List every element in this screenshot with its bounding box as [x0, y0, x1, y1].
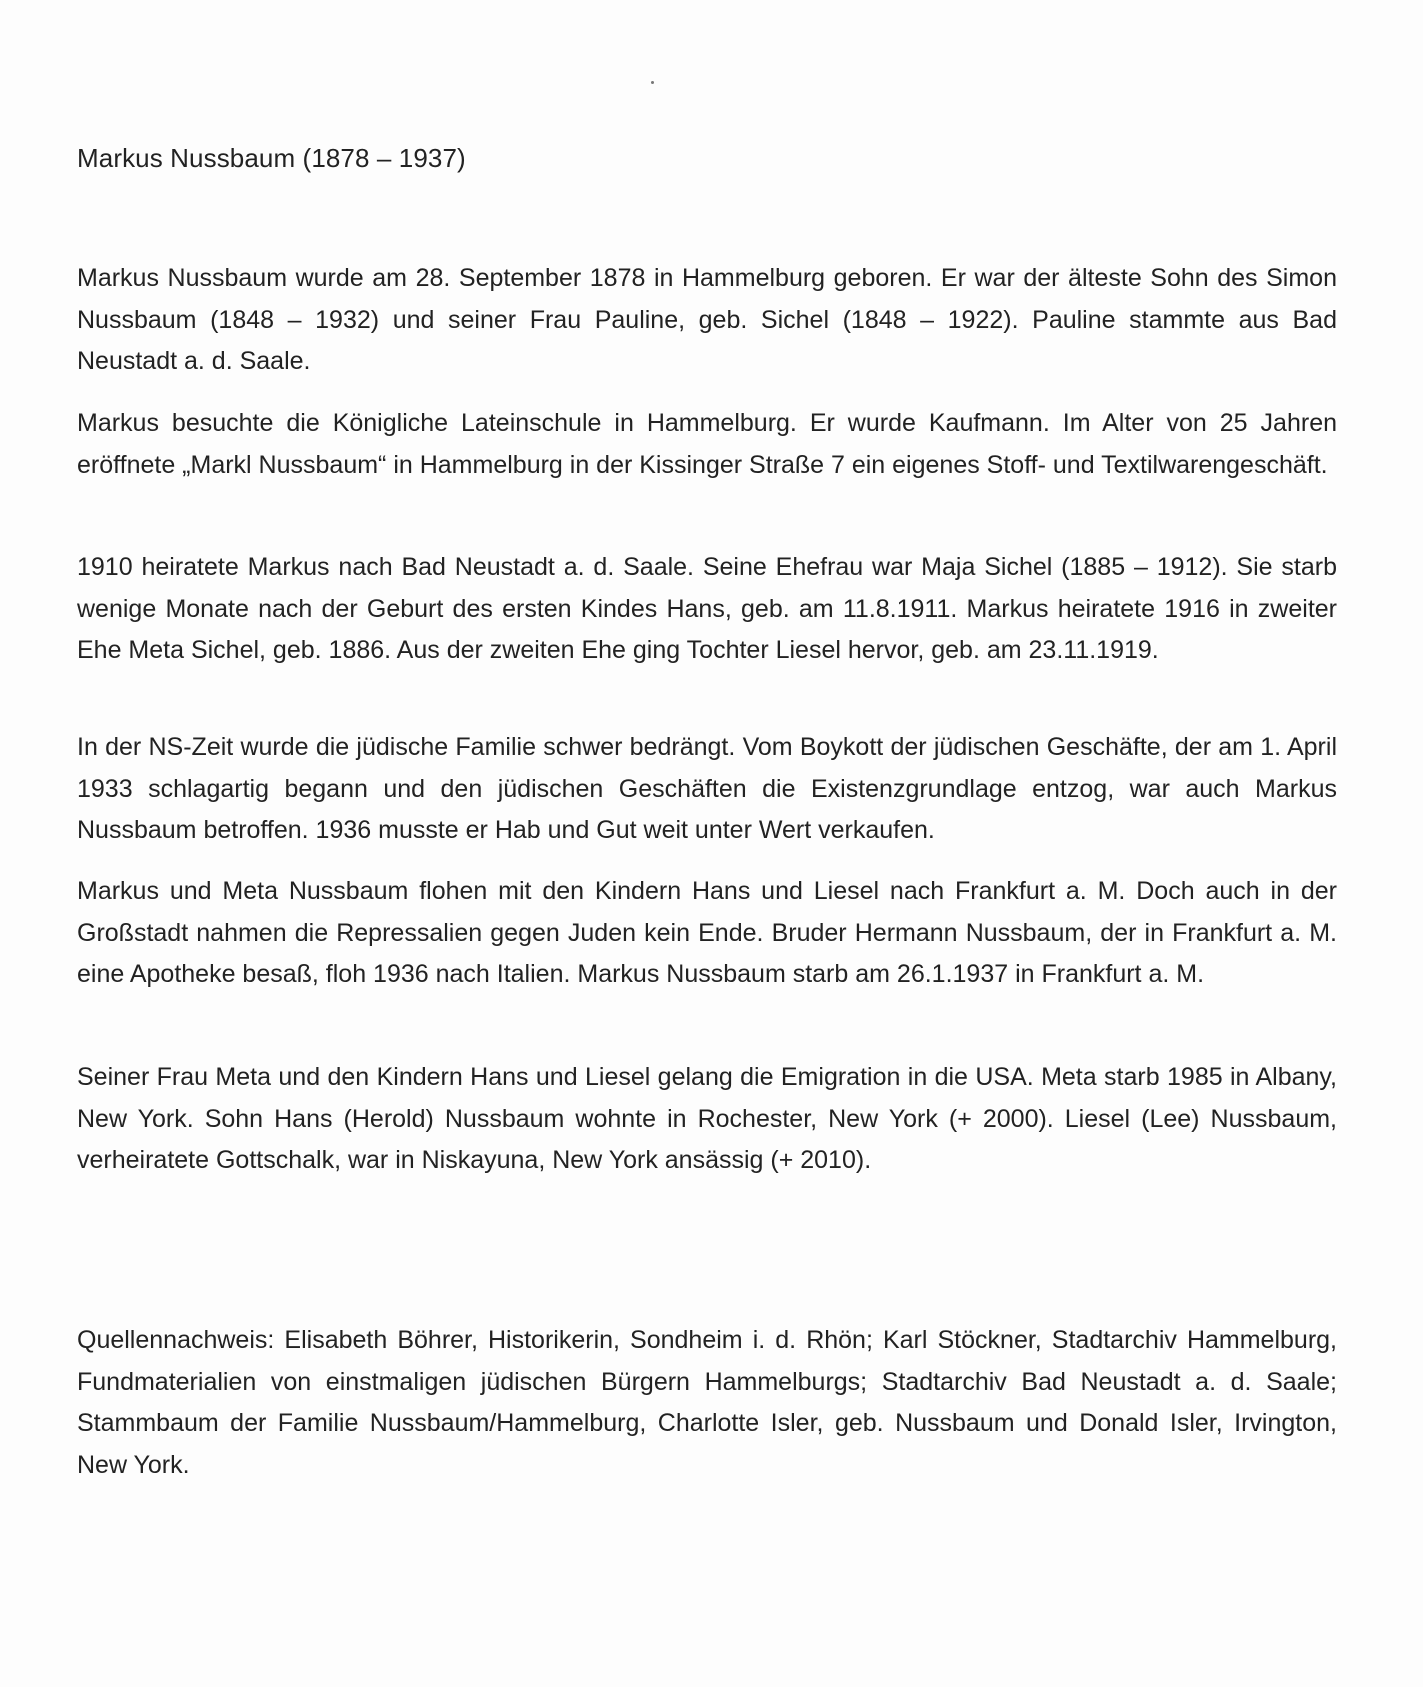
paragraph-frankfurt: Markus und Meta Nussbaum flohen mit den Kindern Hans und Liesel nach Frankfurt a. M. Doch auch in der Großstadt nahmen die Repressalien gegen Juden kein Ende. Bruder Hermann Nussbaum, der in Frankfurt a. M. eine Apotheke besaß, floh 1936 nach Italien. Markus Nussbaum starb am 26.1.1937 in Frankfurt a. M. — [77, 877, 1337, 988]
paragraph-birth: Markus Nussbaum wurde am 28. September 1878 in Hammelburg geboren. Er war der älteste Sohn des Simon Nussbaum (1848 – 1932) und seiner Frau Pauline, geb. Sichel (1848 – 1922). Pauline stammte aus Bad Neustadt a. d. Saale. — [77, 264, 1337, 375]
paragraph-ns-era: In der NS-Zeit wurde die jüdische Familie schwer bedrängt. Vom Boykott der jüdischen Geschäfte, der am 1. April 1933 schlagartig begann und den jüdischen Geschäften die Existenzgrundlage entzog, war auch Markus Nussbaum betroffen. 1936 musste er Hab und Gut weit unter Wert verkaufen. — [77, 733, 1337, 844]
document-title: Markus Nussbaum (1878 – 1937) — [77, 143, 466, 173]
paragraph-career: Markus besuchte die Königliche Lateinschule in Hammelburg. Er wurde Kaufmann. Im Alter von 25 Jahren eröffnete „Markl Nussbaum“ in Hammelburg in der Kissinger Straße 7 ein eigenes Stoff- und Textilwarengeschäft. — [77, 409, 1337, 479]
paragraph-emigration: Seiner Frau Meta und den Kindern Hans und Liesel gelang die Emigration in die USA. Meta starb 1985 in Albany, New York. Sohn Hans (Herold) Nussbaum wohnte in Rochester, New York (+ 2000). Liesel (Lee) Nussbaum, verheiratete Gottschalk, war in Niskayuna, New York ansässig (+ 2010). — [77, 1063, 1337, 1174]
scan-speck — [651, 81, 654, 84]
sources-note: Quellennachweis: Elisabeth Böhrer, Historikerin, Sondheim i. d. Rhön; Karl Stöckner, Stadtarchiv Hammelburg, Fundmaterialien von einstmaligen jüdischen Bürgern Hammelburgs; Stadtarchiv Bad Neustadt a. d. Saale; Stammbaum der Familie Nussbaum/Hammelburg, Charlotte Isler, geb. Nussbaum und Donald Isler, Irvington, New York. — [77, 1326, 1337, 1479]
paragraph-marriages: 1910 heiratete Markus nach Bad Neustadt a. d. Saale. Seine Ehefrau war Maja Sichel (1885 – 1912). Sie starb wenige Monate nach der Geburt des ersten Kindes Hans, geb. am 11.8.1911. Markus heiratete 1916 in zweiter Ehe Meta Sichel, geb. 1886. Aus der zweiten Ehe ging Tochter Liesel hervor, geb. am 23.11.1919. — [77, 553, 1337, 664]
